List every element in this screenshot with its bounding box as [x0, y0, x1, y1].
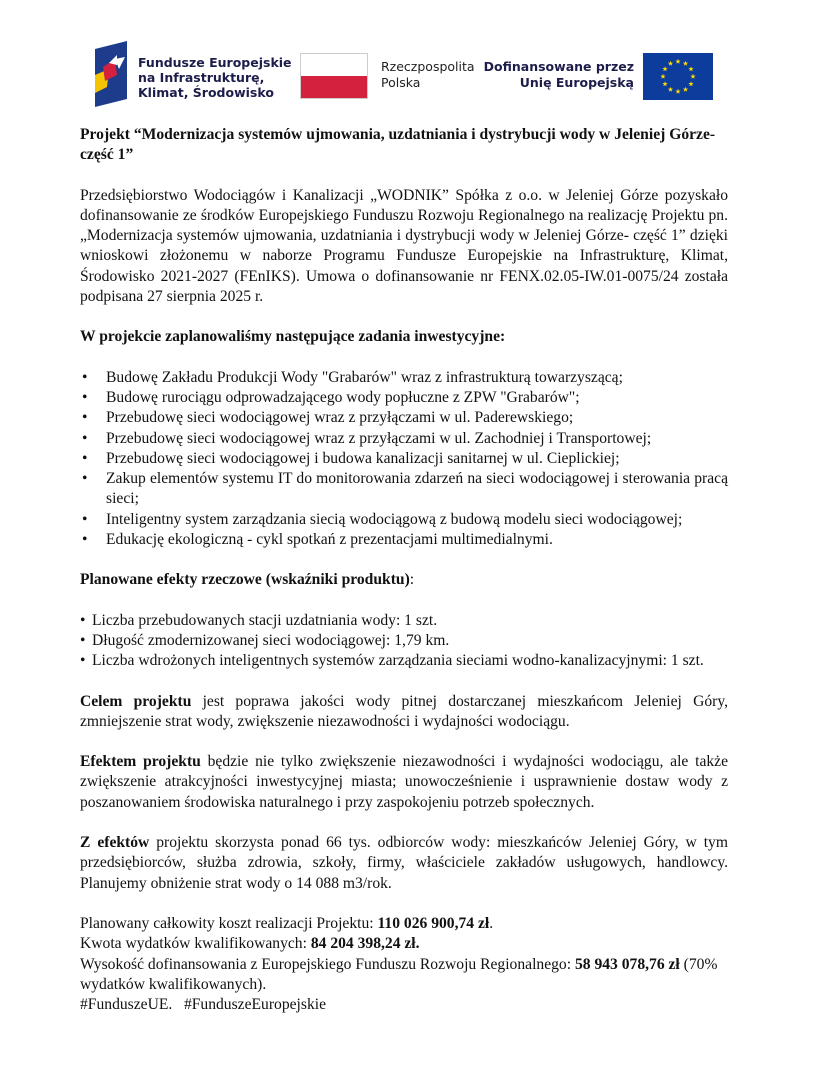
eu-logo-line-2: Unię Europejską: [519, 75, 634, 90]
eu-star-icon: [662, 66, 667, 71]
eu-star-icon: [668, 87, 673, 92]
logo-bar: [0, 36, 818, 116]
list-item: • Liczba wdrożonych inteligentnych systemów zarządzania sieciami wodno-kanalizacyjnymi: 1 szt.: [80, 651, 728, 671]
eu-logo-line-1: Dofinansowane przez: [483, 59, 634, 74]
grant-suffix: (70% wydatków kwalifikowanych).: [80, 955, 718, 993]
grant-label: Wysokość dofinansowania z Europejskiego Funduszu Rozwoju Regionalnego:: [80, 955, 575, 973]
intro-paragraph: Przedsiębiorstwo Wodociągów i Kanalizacji „WODNIK” Spółka z o.o. w Jeleniej Górze pozyskało dofinansowanie ze środków Europejskiego Funduszu Rozwoju Regionalnego na realizację Projektu pn. „Modernizacja systemów ujmowania, uzdatniania i dystrybucji wody w Jeleniej Górze- część 1” dzięki wnioskowi złożonemu w naborze Programu Fundusze Europejskie na Infrastrukturę, Klimat, Środowisko 2021-2027 (FEnIKS). Umowa o dofinansowanie nr FENX.02.05-IW.01-0075/24 została podpisana 27 sierpnia 2025 r.: [80, 186, 728, 306]
fe-logo-line-1: Fundusze Europejskie: [138, 55, 292, 70]
polish-flag-icon: [300, 53, 368, 99]
eu-star-icon: [675, 59, 680, 64]
list-item: • Liczba przebudowanych stacji uzdatniania wody: 1 szt.: [80, 611, 728, 631]
document-body: [80, 125, 728, 1015]
hashtags: #FunduszeUE. #FunduszeEuropejskie: [80, 996, 326, 1014]
list-item: • Przebudowę sieci wodociągowej wraz z przyłączami w ul. Zachodniej i Transportowej;: [80, 429, 728, 449]
fe-logo-line-2: na Infrastrukturę,: [138, 70, 265, 85]
pl-logo-line-2: Polska: [381, 75, 421, 90]
eu-star-icon: [683, 87, 688, 92]
beneficiaries-text: projektu skorzysta ponad 66 tys. odbiorców wody: mieszkańców Jeleniej Góry, w tym przedsiębiorców, służba zdrowia, szkoły, firmy, właściciele zakładów usługowych, handlowcy. Planujemy obniżenie strat wody o 14 088 m3/rok.: [80, 834, 728, 892]
list-item: • Budowę Zakładu Produkcji Wody "Grabarów" wraz z infrastrukturą towarzyszącą;: [80, 368, 728, 388]
eu-star-icon: [675, 89, 680, 94]
effects-heading: [80, 570, 728, 590]
rzeczpospolita-polska-logo: [300, 53, 480, 101]
eu-cofinanced-logo: [483, 53, 720, 101]
effects-heading-colon: :: [409, 571, 415, 589]
list-item: • Długość zmodernizowanej sieci wodociągowej: 1,79 km.: [80, 631, 728, 651]
list-item: • Edukację ekologiczną - cykl spotkań z prezentacjami multimedialnymi.: [80, 530, 728, 550]
fundusze-europejskie-logo: [95, 41, 295, 111]
eu-star-icon: [660, 74, 665, 79]
goal-label: Celem projektu: [80, 692, 192, 710]
total-cost-label: Planowany całkowity koszt realizacji Projektu:: [80, 914, 378, 932]
total-cost-value: 110 026 900,74 zł: [377, 914, 490, 932]
list-item: • Inteligentny system zarządzania siecią wodociągową z budową modelu sieci wodociągowej;: [80, 510, 728, 530]
eu-star-icon: [688, 81, 693, 86]
eligible-cost-value: 84 204 398,24 zł.: [310, 935, 420, 953]
eu-flag-icon: [643, 53, 713, 100]
list-item: • Zakup elementów systemu IT do monitorowania zdarzeń na sieci wodociągowej i sterowania pracą sieci;: [80, 469, 728, 510]
list-item: • Przebudowę sieci wodociągowej wraz z przyłączami w ul. Paderewskiego;: [80, 408, 728, 428]
tasks-heading: W projekcie zaplanowaliśmy następujące zadania inwestycyjne:: [80, 328, 506, 346]
beneficiaries-paragraph: [80, 833, 728, 894]
goal-paragraph: [80, 692, 728, 733]
project-title: Projekt “Modernizacja systemów ujmowania, uzdatniania i dystrybucji wody w Jeleniej Górze- część 1”: [80, 126, 716, 164]
effect-paragraph: [80, 752, 728, 813]
list-item: • Przebudowę sieci wodociągowej i budowa kanalizacji sanitarnej w ul. Cieplickiej;: [80, 449, 728, 469]
eu-star-icon: [668, 61, 673, 66]
grant-value: 58 943 078,76 zł: [574, 955, 680, 973]
costs-paragraph: [80, 914, 728, 1015]
total-cost-suffix: .: [489, 914, 494, 932]
fe-emblem-icon: [95, 41, 135, 107]
effects-list: [80, 611, 728, 672]
eligible-cost-label: Kwota wydatków kwalifikowanych:: [80, 935, 311, 953]
fe-logo-line-3: Klimat, Środowisko: [138, 85, 274, 100]
eu-star-icon: [688, 66, 693, 71]
effect-text: będzie nie tylko zwiększenie niezawodności i wydajności wodociągu, ale także zwiększenie atrakcyjności inwestycyjnej miasta; unowocześnienie i usprawnienie dostaw wody z poszanowaniem środowiska naturalnego i przy zaspokojeniu potrzeb społecznych.: [80, 753, 729, 811]
beneficiaries-label: Z efektów: [80, 834, 150, 852]
goal-text: jest poprawa jakości wody pitnej dostarczanej mieszkańcom Jeleniej Góry, zmniejszenie strat wody, zwiększenie niezawodności i wydajności wodociągu.: [80, 692, 728, 730]
pl-logo-line-1: Rzeczpospolita: [381, 59, 475, 74]
list-item: • Budowę rurociągu odprowadzającego wody popłuczne z ZPW "Grabarów";: [80, 388, 728, 408]
effects-heading-text: Planowane efekty rzeczowe (wskaźniki produktu): [80, 571, 410, 589]
eu-star-icon: [690, 74, 695, 79]
effect-label: Efektem projektu: [80, 753, 201, 771]
tasks-list: [80, 368, 728, 551]
eu-star-icon: [683, 61, 688, 66]
eu-star-icon: [662, 81, 667, 86]
